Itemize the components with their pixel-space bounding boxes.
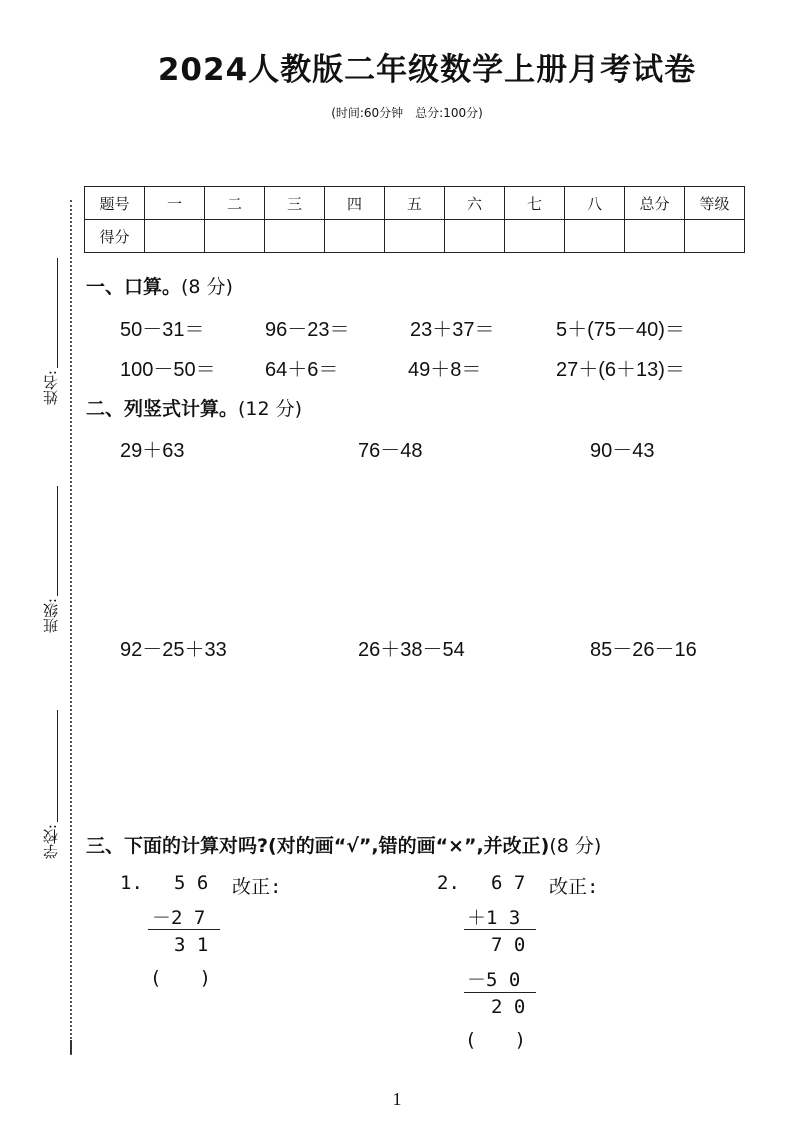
table-cell: 得分 xyxy=(85,220,145,253)
oral-problem: 64＋6＝ xyxy=(265,359,339,381)
section-heading-text: 二、列竖式计算。 xyxy=(86,398,239,420)
oral-problem: 27＋(6＋13)＝ xyxy=(556,359,685,381)
question-number: 2. xyxy=(437,872,460,894)
table-header-cell: 五 xyxy=(385,187,445,220)
vertical-result: 7 0 xyxy=(491,934,526,956)
oral-problem: 5＋(75－40)＝ xyxy=(556,319,685,341)
table-header-cell: 七 xyxy=(505,187,565,220)
vertical-operand: －2 7 xyxy=(152,907,206,929)
vertical-result: 2 0 xyxy=(491,996,526,1018)
table-header-cell: 八 xyxy=(565,187,625,220)
score-cell[interactable] xyxy=(685,220,745,253)
result-line xyxy=(464,929,536,930)
vertical-calc-problem: 26＋38－54 xyxy=(358,639,465,661)
oral-problem: 23＋37＝ xyxy=(410,319,495,341)
section-1-heading xyxy=(86,272,233,299)
correction-label: 改正: xyxy=(232,876,282,898)
table-header-cell: 二 xyxy=(205,187,265,220)
oral-problem: 50－31＝ xyxy=(120,319,205,341)
section-3-heading xyxy=(86,831,601,858)
score-cell[interactable] xyxy=(565,220,625,253)
section-points: (8 分) xyxy=(549,835,602,857)
binding-line xyxy=(70,200,72,1055)
score-table xyxy=(84,186,745,253)
oral-problem: 100－50＝ xyxy=(120,359,216,381)
table-header-cell: 三 xyxy=(265,187,325,220)
vertical-calc-problem: 76－48 xyxy=(358,440,423,462)
vertical-result: 3 1 xyxy=(174,934,209,956)
school-field-line xyxy=(57,710,58,822)
vertical-operand: 6 7 xyxy=(491,872,526,894)
table-header-cell: 总分 xyxy=(625,187,685,220)
score-cell[interactable] xyxy=(385,220,445,253)
question-number: 1. xyxy=(120,872,143,894)
page-number: 1 xyxy=(392,1089,402,1109)
oral-problem: 96－23＝ xyxy=(265,319,350,341)
section-points: (8 分) xyxy=(181,276,233,298)
vertical-calc-problem: 90－43 xyxy=(590,440,655,462)
table-row xyxy=(85,187,745,220)
class-field-line xyxy=(57,486,58,596)
score-cell[interactable] xyxy=(445,220,505,253)
section-heading-text: 三、下面的计算对吗?(对的画“√”,错的画“×”,并改正) xyxy=(86,835,550,857)
score-cell[interactable] xyxy=(205,220,265,253)
table-header-cell: 四 xyxy=(325,187,385,220)
name-field-line xyxy=(57,258,58,368)
table-header-cell: 六 xyxy=(445,187,505,220)
table-row xyxy=(85,220,745,253)
table-header-cell: 题号 xyxy=(85,187,145,220)
binding-line-solid xyxy=(70,1040,72,1054)
school-label: 学校: xyxy=(42,824,60,860)
section-heading-text: 一、口算。 xyxy=(86,276,182,298)
vertical-operand: －5 0 xyxy=(467,969,521,991)
section-points: (12 分) xyxy=(238,398,303,420)
score-cell[interactable] xyxy=(145,220,205,253)
score-cell[interactable] xyxy=(265,220,325,253)
score-cell[interactable] xyxy=(625,220,685,253)
vertical-operand: ＋1 3 xyxy=(467,907,521,929)
result-line xyxy=(148,929,220,930)
answer-parentheses[interactable]: ( ) xyxy=(465,1029,526,1051)
score-cell[interactable] xyxy=(505,220,565,253)
correction-label: 改正: xyxy=(549,876,599,898)
result-line xyxy=(464,992,536,993)
name-label: 姓名: xyxy=(42,370,60,406)
table-header-cell: 一 xyxy=(145,187,205,220)
exam-info: (时间:60分钟 总分:100分) xyxy=(331,106,483,120)
vertical-calc-problem: 29＋63 xyxy=(120,440,185,462)
oral-problem: 49＋8＝ xyxy=(408,359,482,381)
section-2-heading xyxy=(86,394,302,421)
class-label: 班级: xyxy=(42,598,60,634)
score-cell[interactable] xyxy=(325,220,385,253)
table-header-cell: 等级 xyxy=(685,187,745,220)
vertical-calc-problem: 85－26－16 xyxy=(590,639,697,661)
vertical-calc-problem: 92－25＋33 xyxy=(120,639,227,661)
vertical-operand: 5 6 xyxy=(174,872,209,894)
answer-parentheses[interactable]: ( ) xyxy=(150,967,211,989)
page-title: 2024人教版二年级数学上册月考试卷 xyxy=(157,52,697,88)
